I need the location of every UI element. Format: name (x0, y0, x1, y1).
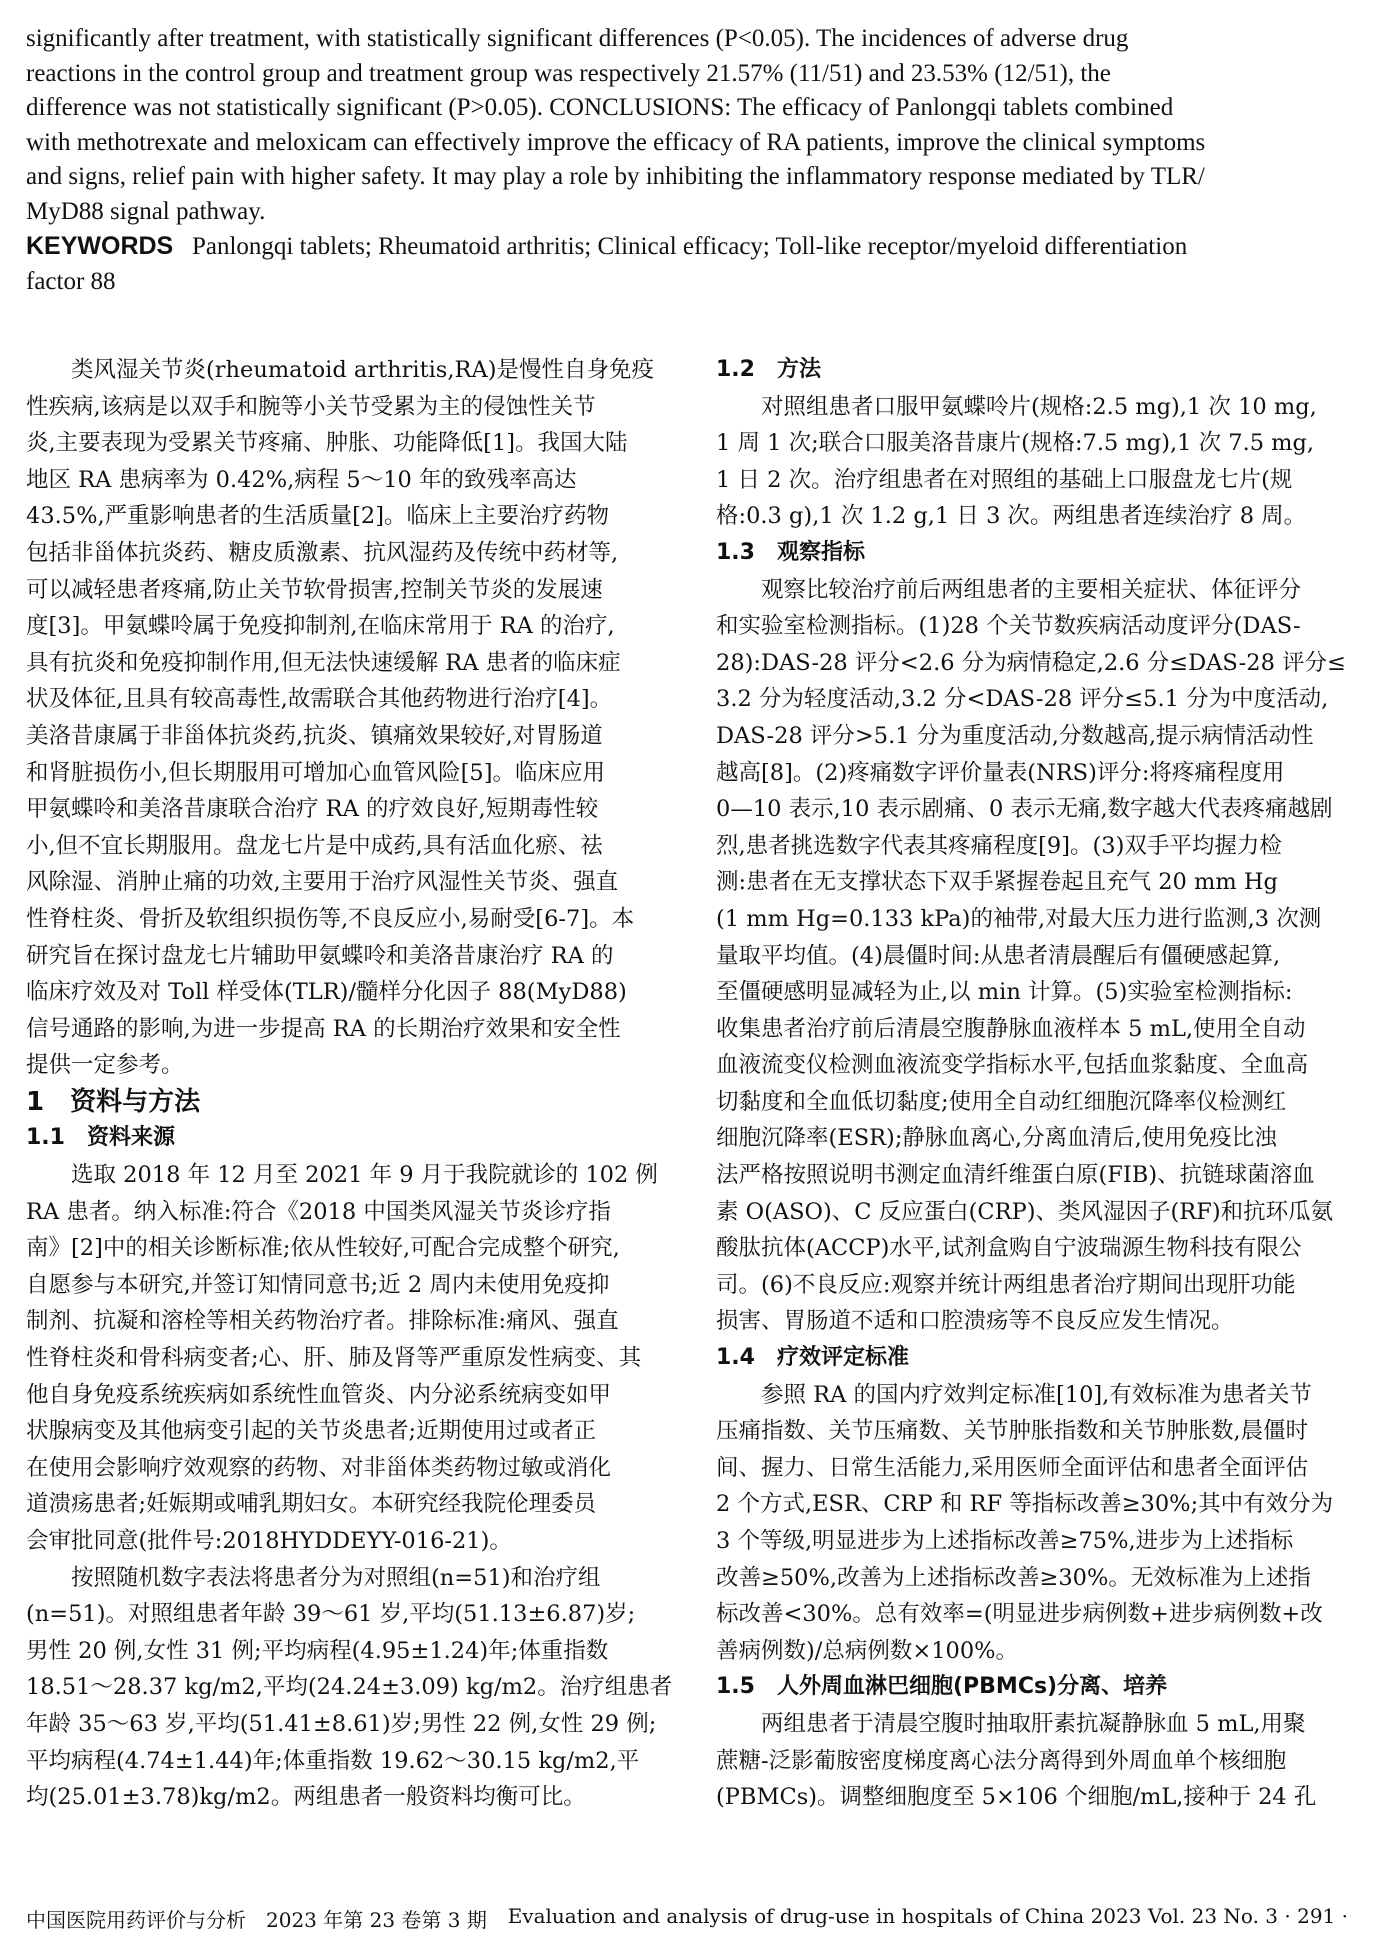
text-line: 和肾脏损伤小,但长期服用可增加心血管风险[5]。临床应用 (26, 759, 606, 786)
text-line: 18.51～28.37 kg/m2,平均(24.24±3.09) kg/m2。治疗组患者 (26, 1674, 673, 1701)
text-line: 美洛昔康属于非甾体抗炎药,抗炎、镇痛效果较好,对胃肠道 (26, 722, 603, 749)
text-line: 男性 20 例,女性 31 例;平均病程(4.95±1.24)年;体重指数 (26, 1637, 609, 1664)
text-line: 临床疗效及对 Toll 样受体(TLR)/髓样分化因子 88(MyD88) (26, 979, 627, 1006)
section-heading: 1 资料与方法 (26, 1086, 201, 1117)
text-line: 收集患者治疗前后清晨空腹静脉血液样本 5 mL,使用全自动 (716, 1015, 1306, 1042)
text-line: DAS-28 评分>5.1 分为重度活动,分数越高,提示病情活动性 (716, 722, 1314, 749)
section-heading: 1.2 方法 (716, 357, 821, 382)
abstract-line: with methotrexate and meloxicam can effectively improve the efficacy of RA patients, improve the clinical symptoms (26, 128, 1206, 156)
text-line: (n=51)。对照组患者年龄 39～61 岁,平均(51.13±6.87)岁; (26, 1601, 636, 1628)
abstract-line: MyD88 signal pathway. (26, 197, 266, 225)
text-line: 平均病程(4.74±1.44)年;体重指数 19.62～30.15 kg/m2,平 (26, 1747, 640, 1774)
text-line: 烈,患者挑选数字代表其疼痛程度[9]。(3)双手平均握力检 (716, 832, 1282, 859)
keywords-line-2: factor 88 (26, 267, 116, 295)
text-line: 素 O(ASO)、C 反应蛋白(CRP)、类风湿因子(RF)和抗环瓜氨 (716, 1198, 1334, 1225)
text-line: 43.5%,严重影响患者的生活质量[2]。临床上主要治疗药物 (26, 503, 610, 530)
text-line: 格:0.3 g),1 次 1.2 g,1 日 3 次。两组患者连续治疗 8 周。 (716, 503, 1307, 530)
abstract-line: difference was not statistically significant (P>0.05). CONCLUSIONS: The efficacy of Panlongqi tablets combined (26, 94, 1174, 121)
footer-journal-cn: 中国医院用药评价与分析 2023 年第 23 卷第 3 期 (26, 1908, 487, 1932)
text-line: 性疾病,该病是以双手和腕等小关节受累为主的侵蚀性关节 (26, 393, 596, 420)
abstract-text (26, 22, 1348, 299)
text-line: 3 个等级,明显进步为上述指标改善≥75%,进步为上述指标 (716, 1528, 1294, 1554)
text-line: 自愿参与本研究,并签订知情同意书;近 2 周内未使用免疫抑 (26, 1271, 610, 1298)
text-line: 具有抗炎和免疫抑制作用,但无法快速缓解 RA 患者的临床症 (26, 649, 621, 676)
text-line: (PBMCs)。调整细胞度至 5×106 个细胞/mL,接种于 24 孔 (716, 1784, 1317, 1811)
section-heading: 1.4 疗效评定标准 (716, 1345, 909, 1371)
text-line: 风除湿、消肿止痛的功效,主要用于治疗风湿性关节炎、强直 (26, 869, 619, 896)
section-heading: 1.3 观察指标 (716, 539, 865, 565)
text-line: 压痛指数、关节压痛数、关节肿胀指数和关节肿胀数,晨僵时 (716, 1418, 1309, 1445)
text-line: 细胞沉降率(ESR);静脉血离心,分离血清后,使用免疫比浊 (716, 1125, 1277, 1152)
abstract-line: significantly after treatment, with statistically significant differences (P<0.05). The incidences of adverse drug (26, 25, 1129, 52)
text-line: 信号通路的影响,为进一步提高 RA 的长期治疗效果和安全性 (26, 1015, 621, 1042)
text-line: 间、握力、日常生活能力,采用医师全面评估和患者全面评估 (716, 1454, 1309, 1481)
section-heading: 1.5 人外周血淋巴细胞(PBMCs)分离、培养 (716, 1674, 1168, 1700)
text-line: 越高[8]。(2)疼痛数字评价量表(NRS)评分:将疼痛程度用 (716, 759, 1285, 786)
keywords-title: KEYWORDS (26, 232, 174, 260)
text-line: 测:患者在无支撑状态下双手紧握卷起且充气 20 mm Hg (716, 869, 1278, 896)
abstract-line: reactions in the control group and treatment group was respectively 21.57% (11/51) and 23.53% (12/51), the (26, 59, 1111, 87)
text-line: 司。(6)不良反应:观察并统计两组患者治疗期间出现肝功能 (716, 1271, 1296, 1298)
text-line: 均(25.01±3.78)kg/m2。两组患者一般资料均衡可比。 (26, 1784, 586, 1811)
abstract-line: and signs, relief pain with higher safety. It may play a role by inhibiting the inflammatory response mediated by TLR/ (26, 163, 1205, 190)
text-line: 性脊柱炎、骨折及软组织损伤等,不良反应小,易耐受[6-7]。本 (26, 905, 635, 932)
text-line: 酸肽抗体(ACCP)水平,试剂盒购自宁波瑞源生物科技有限公 (716, 1235, 1302, 1262)
text-line: 地区 RA 患病率为 0.42%,病程 5～10 年的致残率高达 (26, 466, 577, 493)
text-line: 可以减轻患者疼痛,防止关节软骨损害,控制关节炎的发展速 (26, 576, 603, 603)
text-line: 标改善<30%。总有效率=(明显进步病例数+进步病例数+改 (716, 1601, 1323, 1628)
text-line: 状腺病变及其他病变引起的关节炎患者;近期使用过或者正 (26, 1418, 597, 1445)
page-footer (26, 1904, 1348, 1934)
text-line: 提供一定参考。 (26, 1052, 184, 1079)
text-line: 在使用会影响疗效观察的药物、对非甾体类药物过敏或消化 (26, 1454, 612, 1481)
text-line: 28):DAS-28 评分<2.6 分为病情稳定,2.6 分≤DAS-28 评分≤ (716, 649, 1346, 676)
text-line: 损害、胃肠道不适和口腔溃疡等不良反应发生情况。 (716, 1308, 1234, 1335)
text-line: 包括非甾体抗炎药、糖皮质激素、抗风湿药及传统中药材等, (26, 539, 619, 566)
text-line: 小,但不宜长期服用。盘龙七片是中成药,具有活血化瘀、祛 (26, 832, 603, 859)
text-line: 蔗糖-泛影葡胺密度梯度离心法分离得到外周血单个核细胞 (716, 1747, 1287, 1774)
text-line: 参照 RA 的国内疗效判定标准[10],有效标准为患者关节 (716, 1381, 1312, 1408)
text-line: 和实验室检测指标。(1)28 个关节数疾病活动度评分(DAS- (716, 613, 1301, 640)
text-line: 1 周 1 次;联合口服美洛昔康片(规格:7.5 mg),1 次 7.5 mg, (716, 430, 1315, 457)
text-line: 善病例数)/总病例数×100%。 (716, 1637, 1019, 1664)
text-line: 3.2 分为轻度活动,3.2 分<DAS-28 评分≤5.1 分为中度活动, (716, 686, 1329, 713)
text-line: 至僵硬感明显减轻为止,以 min 计算。(5)实验室检测指标: (716, 979, 1293, 1006)
text-line: 他自身免疫系统疾病如系统性血管炎、内分泌系统病变如甲 (26, 1381, 612, 1408)
text-line: 改善≥50%,改善为上述指标改善≥30%。无效标准为上述指 (716, 1564, 1311, 1591)
keywords-line (26, 229, 1348, 265)
text-line: 会审批同意(批件号:2018HYDDEYY-016-21)。 (26, 1528, 512, 1554)
text-line: 量取平均值。(4)晨僵时间:从患者清晨醒后有僵硬感起算, (716, 942, 1281, 969)
text-line: 炎,主要表现为受累关节疼痛、肿胀、功能降低[1]。我国大陆 (26, 430, 628, 457)
text-line: 2 个方式,ESR、CRP 和 RF 等指标改善≥30%;其中有效分为 (716, 1491, 1334, 1518)
keywords-text: Panlongqi tablets; Rheumatoid arthritis; Clinical efficacy; Toll-like receptor/myeloid differentiation (191, 233, 1188, 260)
text-line: 1 日 2 次。治疗组患者在对照组的基础上口服盘龙七片(规 (716, 466, 1293, 493)
text-line: (1 mm Hg=0.133 kPa)的袖带,对最大压力进行监测,3 次测 (716, 905, 1322, 932)
text-line: 血液流变仪检测血液流变学指标水平,包括血浆黏度、全血高 (716, 1052, 1309, 1079)
text-line: 法严格按照说明书测定血清纤维蛋白原(FIB)、抗链球菌溶血 (716, 1162, 1315, 1189)
text-line: 道溃疡患者;妊娠期或哺乳期妇女。本研究经我院伦理委员 (26, 1491, 597, 1518)
text-line: 制剂、抗凝和溶栓等相关药物治疗者。排除标准:痛风、强直 (26, 1308, 619, 1335)
text-line: RA 患者。纳入标准:符合《2018 中国类风湿关节炎诊疗指 (26, 1198, 611, 1225)
text-line: 按照随机数字表法将患者分为对照组(n=51)和治疗组 (26, 1564, 601, 1591)
text-line: 观察比较治疗前后两组患者的主要相关症状、体征评分 (716, 576, 1302, 603)
text-line: 类风湿关节炎(rheumatoid arthritis,RA)是慢性自身免疫 (26, 357, 654, 383)
text-line: 选取 2018 年 12 月至 2021 年 9 月于我院就诊的 102 例 (26, 1162, 658, 1189)
text-line: 甲氨蝶呤和美洛昔康联合治疗 RA 的疗效良好,短期毒性较 (26, 796, 599, 823)
text-line: 度[3]。甲氨蝶呤属于免疫抑制剂,在临床常用于 RA 的治疗, (26, 613, 615, 640)
body-columns (26, 352, 1348, 1852)
text-line: 切黏度和全血低切黏度;使用全自动红细胞沉降率仪检测红 (716, 1088, 1287, 1115)
footer-journal-en: Evaluation and analysis of drug-use in hospitals of China 2023 Vol. 23 No. 3 · 291 · (507, 1904, 1348, 1928)
text-line: 对照组患者口服甲氨蝶呤片(规格:2.5 mg),1 次 10 mg, (716, 393, 1317, 420)
text-line: 状及体征,且具有较高毒性,故需联合其他药物进行治疗[4]。 (26, 686, 613, 713)
text-line: 研究旨在探讨盘龙七片辅助甲氨蝶呤和美洛昔康治疗 RA 的 (26, 942, 614, 969)
section-heading: 1.1 资料来源 (26, 1125, 175, 1151)
text-line: 年龄 35～63 岁,平均(51.41±8.61)岁;男性 22 例,女性 29 例; (26, 1710, 657, 1737)
right-column (716, 352, 1348, 1816)
text-line: 性脊柱炎和骨科病变者;心、肝、肺及肾等严重原发性病变、其 (26, 1345, 642, 1372)
text-line: 两组患者于清晨空腹时抽取肝素抗凝静脉血 5 mL,用聚 (716, 1710, 1306, 1737)
left-column (26, 352, 676, 1816)
text-line: 0—10 表示,10 表示剧痛、0 表示无痛,数字越大代表疼痛越剧 (716, 796, 1333, 823)
text-line: 南》[2]中的相关诊断标准;依从性较好,可配合完成整个研究, (26, 1235, 620, 1262)
